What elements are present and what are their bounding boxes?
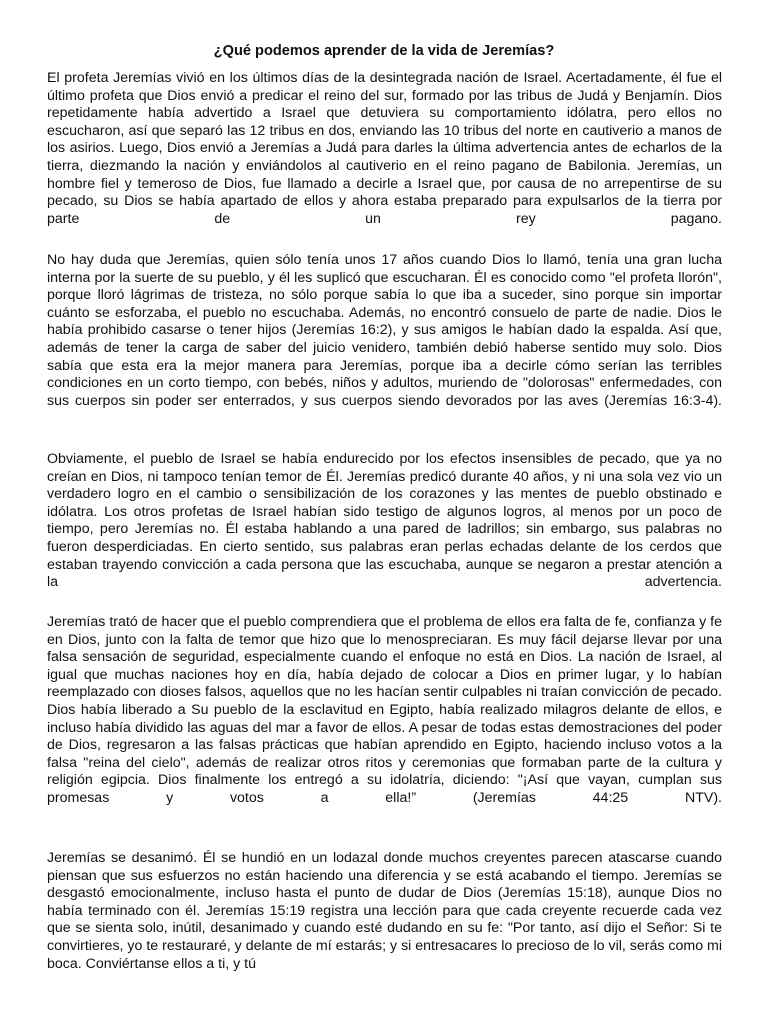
paragraph-2: No hay duda que Jeremías, quien sólo tenía unos 17 años cuando Dios lo llamó, tenía una gran lucha interna por la suerte de su pueblo, y él les suplicó que escucharan. Él es conocido como "el profeta llorón", porque lloró lágrimas de tristeza, no sólo porque sabía lo que iba a suceder, sino porque sin importar cuánto se esforzaba, el pueblo no escuchaba. Además, no encontró consuelo de parte de nadie. Dios le había prohibido casarse o tener hijos (Jeremías 16:2), y sus amigos le habían dado la espalda. Así que, además de tener la carga de saber del juicio venidero, también debió haberse sentido muy solo. Dios sabía que esta era la mejor manera para Jeremías, porque iba a decirle cómo serían las terribles condiciones en un corto tiempo, con bebés, niños y adultos, muriendo de "dolorosas" enfermedades, con sus cuerpos sin poder ser enterrados, y sus cuerpos siendo devorados por las aves (Jeremías 16:3-4). [47, 252, 722, 409]
paragraph-3: Obviamente, el pueblo de Israel se había endurecido por los efectos insensibles de pecado, que ya no creían en Dios, ni tampoco tenían temor de Él. Jeremías predicó durante 40 años, y ni una sola vez vio un verdadero logro en el cambio o sensibilización de los corazones y las mentes de pueblo obstinado e idólatra. Los otros profetas de Israel habían sido testigo de algunos logros, al menos por un poco de tiempo, pero Jeremías no. Él estaba hablando a una pared de ladrillos; sin embargo, sus palabras no fueron desperdiciadas. En cierto sentido, sus palabras eran perlas echadas delante de los cerdos que estaban trayendo convicción a cada persona que las escuchaba, aunque se negaron a prestar atención a la advertencia. [47, 451, 722, 591]
document-title: ¿Qué podemos aprender de la vida de Jeremías? [213, 43, 555, 59]
paragraph-5: Jeremías se desanimó. Él se hundió en un lodazal donde muchos creyentes parecen atascarse cuando piensan que sus esfuerzos no están haciendo una diferencia y se está acabando el tiempo. Jeremías se desgastó emocionalmente, incluso hasta el punto de dudar de Dios (Jeremías 15:18), aunque Dios no había terminado con él. Jeremías 15:19 registra una lección para que cada creyente recuerde cada vez que se sienta solo, inútil, desanimado y cuando esté dudando en su fe: "Por tanto, así dijo el Señor: Si te convirtieres, yo te restauraré, y delante de mí estarás; y si entresacares lo precioso de lo vil, serás como mi boca. Conviértanse ellos a ti, y tú [47, 850, 722, 972]
paragraph-1: El profeta Jeremías vivió en los últimos días de la desintegrada nación de Israel. Acertadamente, él fue el último profeta que Dios envió a predicar el reino del sur, formado por las tribus de Judá y Benjamín. Dios repetidamente había advertido a Israel que detuviera su comportamiento idólatra, pero ellos no escucharon, así que separó las 12 tribus en dos, enviando las 10 tribus del norte en cautiverio a manos de los asirios. Luego, Dios envió a Jeremías a Judá para darles la última advertencia antes de echarlos de la tierra, diezmando la nación y enviándolos al cautiverio en el reino pagano de Babilonia. Jeremías, un hombre fiel y temeroso de Dios, fue llamado a decirle a Israel que, por causa de no arrepentirse de su pecado, su Dios se había apartado de ellos y ahora estaba preparado para expulsarlos de la tierra por parte de un rey pagano. [47, 70, 722, 227]
paragraph-4: Jeremías trató de hacer que el pueblo comprendiera que el problema de ellos era falta de fe, confianza y fe en Dios, junto con la falta de temor que hizo que lo menospreciaran. Es muy fácil dejarse llevar por una falsa sensación de seguridad, especialmente cuando el enfoque no está en Dios. La nación de Israel, al igual que muchas naciones hoy en día, había dejado de colocar a Dios en primer lugar, y lo habían reemplazado con dioses falsos, aquellos que no les hacían sentir culpables ni traían convicción de pecado. Dios había liberado a Su pueblo de la esclavitud en Egipto, había realizado milagros delante de ellos, e incluso había dividido las aguas del mar a favor de ellos. A pesar de todas estas demostraciones del poder de Dios, regresaron a las falsas prácticas que habían aprendido en Egipto, haciendo incluso votos a la falsa "reina del cielo", además de realizar otros ritos y ceremonias que formaban parte de la cultura y religión egipcia. Dios finalmente los entregó a su idolatría, diciendo: "¡Así que vayan, cumplan sus promesas y votos a ella!” (Jeremías 44:25 NTV). [47, 614, 722, 806]
